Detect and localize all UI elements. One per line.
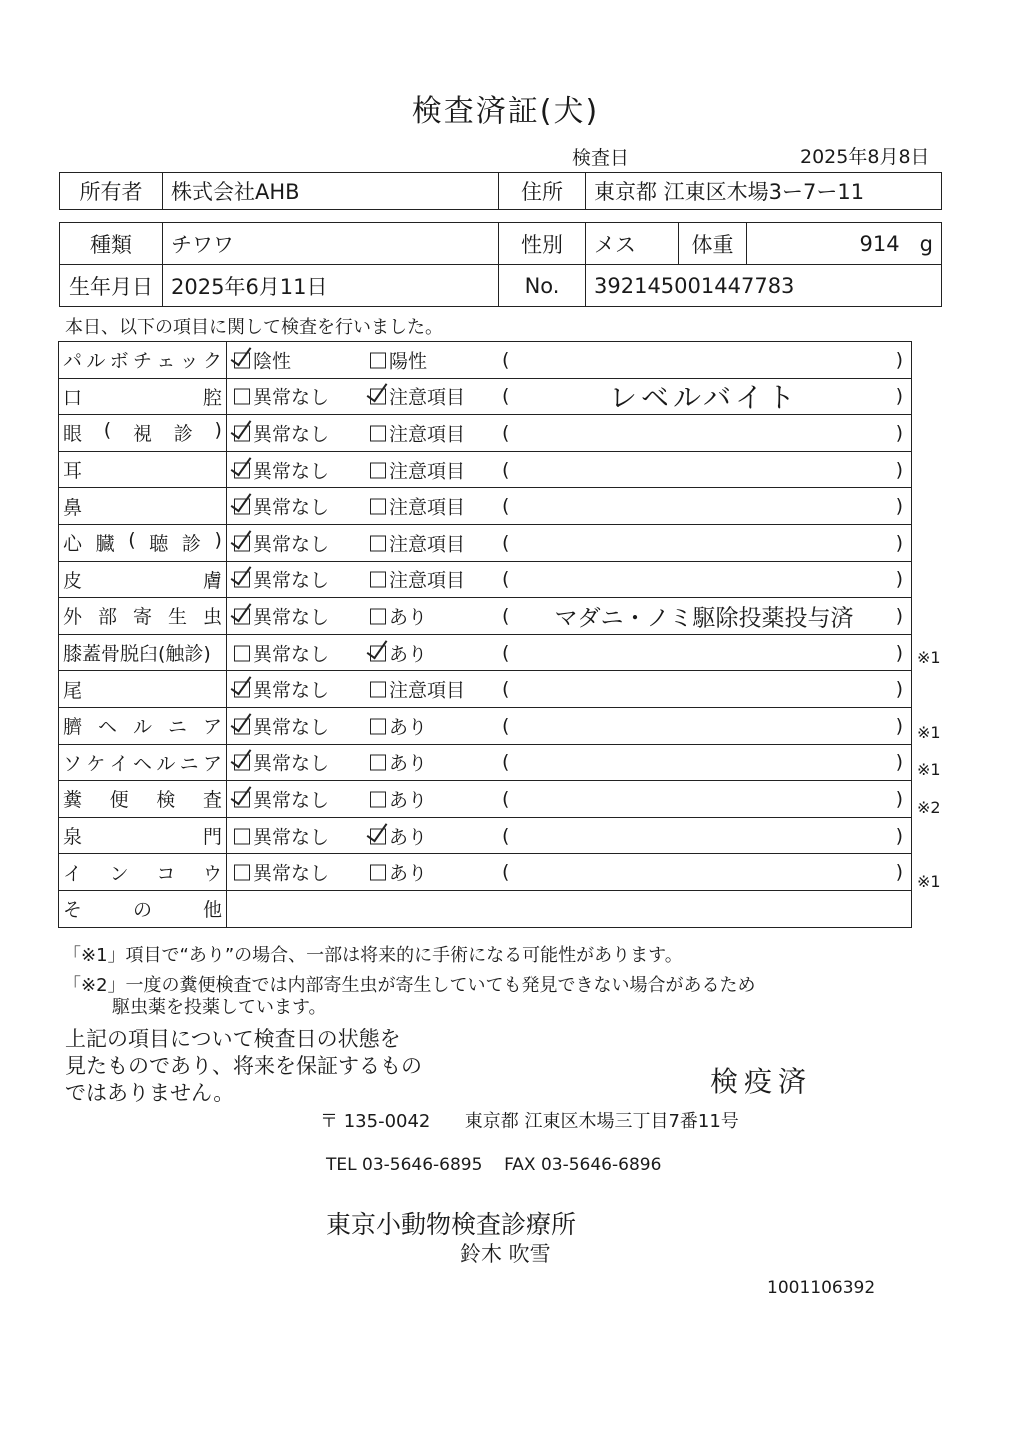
result-option[interactable] <box>370 859 427 886</box>
result-option[interactable] <box>234 383 329 410</box>
doctor-name: 鈴木 吹雪 <box>460 1242 551 1266</box>
inspection-result <box>227 598 912 635</box>
result-option[interactable] <box>370 493 465 520</box>
inspection-result <box>227 561 912 598</box>
serial-number: 1001106392 <box>767 1278 876 1298</box>
weight-unit: g <box>919 231 933 256</box>
result-option[interactable] <box>370 419 465 446</box>
inspection-row <box>59 415 912 452</box>
inspection-item-label: 膝蓋骨脱臼(触診) <box>63 643 211 666</box>
inspection-result <box>227 524 912 561</box>
paren-left: ( <box>502 531 510 554</box>
checked-checkbox-icon[interactable] <box>234 499 250 515</box>
result-option-label: あり <box>389 752 428 775</box>
paren-left: ( <box>502 641 510 664</box>
no-label: No. <box>499 265 586 307</box>
footnote-2b: 駆虫薬を投薬しています。 <box>112 997 327 1018</box>
inspection-row <box>59 781 912 818</box>
checked-checkbox-icon[interactable] <box>234 572 250 588</box>
clinic-address-line <box>320 1107 739 1133</box>
address-label: 住所 <box>499 173 586 210</box>
inspection-item-label: 眼 ( 視 診 ) <box>63 419 222 446</box>
inspection-row <box>59 342 912 379</box>
checkbox-icon[interactable] <box>370 462 386 478</box>
result-option-label: 異常なし <box>253 496 330 519</box>
checkbox-icon[interactable] <box>234 645 250 661</box>
inspection-item <box>59 634 227 671</box>
result-option-label: 異常なし <box>253 460 330 483</box>
checked-checkbox-icon[interactable] <box>234 425 250 441</box>
inspection-row <box>59 854 912 891</box>
result-option-label: あり <box>389 643 428 666</box>
fax-number: FAX 03-5646-6896 <box>504 1155 662 1175</box>
checked-checkbox-icon[interactable] <box>234 352 250 368</box>
result-option-label: 異常なし <box>253 716 330 739</box>
postal-code: 〒 135-0042 <box>320 1111 431 1132</box>
paren-left: ( <box>502 385 510 408</box>
inspection-item-label: 臍 ヘ ル ニ ア <box>63 716 222 739</box>
inspection-row <box>59 634 912 671</box>
result-option[interactable] <box>370 749 427 776</box>
inspection-table <box>58 341 912 928</box>
inspection-result <box>227 817 912 854</box>
paren-right: ) <box>895 604 903 627</box>
inspection-item <box>59 451 227 488</box>
inspection-result <box>227 707 912 744</box>
paren-left: ( <box>502 824 510 847</box>
inspection-result <box>227 415 912 452</box>
result-option-label: あり <box>389 826 428 849</box>
paren-left: ( <box>502 714 510 737</box>
reference-mark: ※1 <box>917 648 941 668</box>
result-option[interactable] <box>370 639 427 666</box>
checked-checkbox-icon[interactable] <box>234 535 250 551</box>
inspection-item-label: 皮 膚 <box>63 569 222 592</box>
checkbox-icon[interactable] <box>370 682 386 698</box>
page-title: 検査済証(犬) <box>411 94 600 129</box>
result-option[interactable] <box>370 785 427 812</box>
animal-table <box>59 222 942 307</box>
checkbox-icon[interactable] <box>370 572 386 588</box>
inspection-item-label: 泉 門 <box>63 826 222 849</box>
other-label-text: そ の 他 <box>63 899 222 922</box>
inspection-item <box>59 671 227 708</box>
other-value <box>227 890 912 927</box>
result-option-label: 異常なし <box>253 679 330 702</box>
paren-left: ( <box>502 678 510 701</box>
result-option-label: 異常なし <box>253 606 330 629</box>
birth-value: 2025年6月11日 <box>163 265 499 307</box>
inspection-item-label: イ ン コ ウ <box>63 862 222 885</box>
disclaimer-line: 見たものであり、将来を保証するもの <box>65 1054 422 1078</box>
inspection-row <box>59 561 912 598</box>
checkbox-icon[interactable] <box>234 828 250 844</box>
inspection-item <box>59 524 227 561</box>
result-option-label: あり <box>389 789 428 812</box>
reference-mark: ※1 <box>917 760 941 780</box>
result-option[interactable] <box>370 456 465 483</box>
inspection-item-label: 尾 <box>63 679 83 702</box>
paren-right: ) <box>895 861 903 884</box>
sex-label: 性別 <box>499 223 586 265</box>
paren-right: ) <box>895 385 903 408</box>
result-option[interactable] <box>234 493 329 520</box>
result-option[interactable] <box>370 602 427 629</box>
inspection-item <box>59 342 227 379</box>
contact-line <box>326 1155 661 1175</box>
inspection-item <box>59 817 227 854</box>
birth-label: 生年月日 <box>60 265 163 307</box>
inspection-item <box>59 488 227 525</box>
result-option[interactable] <box>370 566 465 593</box>
address-value: 東京都 江東区木場3ー7ー11 <box>586 173 942 210</box>
result-option-label: 異常なし <box>253 423 330 446</box>
checked-checkbox-icon[interactable] <box>234 755 250 771</box>
result-option[interactable] <box>234 749 329 776</box>
inspection-row <box>59 488 912 525</box>
checkbox-icon[interactable] <box>370 608 386 624</box>
inspection-row <box>59 744 912 781</box>
inspection-item-label: 糞 便 検 査 <box>63 789 222 812</box>
inspection-result <box>227 488 912 525</box>
disclaimer-line: ではありません。 <box>65 1081 235 1105</box>
result-option[interactable] <box>234 639 329 666</box>
result-option[interactable] <box>370 346 427 373</box>
checked-checkbox-icon[interactable] <box>370 828 386 844</box>
sex-value: メス <box>586 223 679 265</box>
exam-date: 2025年8月8日 <box>800 146 930 168</box>
checked-checkbox-icon[interactable] <box>234 608 250 624</box>
paren-left: ( <box>502 751 510 774</box>
inspection-result <box>227 451 912 488</box>
result-option-label: 異常なし <box>253 826 330 849</box>
reference-mark: ※1 <box>917 872 941 892</box>
inspection-result <box>227 854 912 891</box>
result-option[interactable] <box>234 822 329 849</box>
paren-left: ( <box>502 495 510 518</box>
weight-cell <box>747 223 942 265</box>
checkbox-icon[interactable] <box>370 535 386 551</box>
result-option-label: 異常なし <box>253 862 330 885</box>
result-option[interactable] <box>370 676 465 703</box>
result-option-label: 注意項目 <box>389 679 466 702</box>
paren-right: ) <box>895 678 903 701</box>
inspection-result <box>227 634 912 671</box>
paren-right: ) <box>895 421 903 444</box>
exam-date-label: 検査日 <box>572 147 630 169</box>
result-option[interactable] <box>234 859 329 886</box>
paren-left: ( <box>502 787 510 810</box>
inspection-item <box>59 378 227 415</box>
inspection-result <box>227 378 912 415</box>
other-label <box>59 890 227 927</box>
inspection-row <box>59 378 912 415</box>
weight-value: 914 <box>859 231 900 256</box>
result-option-label: あり <box>389 716 428 739</box>
footnote-1: 「※1」項目で“あり”の場合、一部は将来的に手術になる可能性があります。 <box>63 945 683 966</box>
result-option-label: 注意項目 <box>389 386 466 409</box>
inspection-item <box>59 598 227 635</box>
breed-value: チワワ <box>163 223 499 265</box>
inspection-item-label: パ ル ボ チ ェ ッ ク <box>63 350 222 373</box>
inspection-result <box>227 744 912 781</box>
paren-right: ) <box>895 824 903 847</box>
inspection-row <box>59 524 912 561</box>
inspection-item <box>59 854 227 891</box>
result-option-label: 異常なし <box>253 386 330 409</box>
checkbox-icon[interactable] <box>234 389 250 405</box>
result-option-label: 異常なし <box>253 643 330 666</box>
owner-value: 株式会社AHB <box>163 173 499 210</box>
clinic-name: 東京小動物検査診療所 <box>326 1210 577 1239</box>
result-option-label: あり <box>389 862 428 885</box>
paren-right: ) <box>895 531 903 554</box>
result-option[interactable] <box>234 529 329 556</box>
result-option[interactable] <box>370 529 465 556</box>
inspection-result <box>227 671 912 708</box>
result-option-label: 異常なし <box>253 569 330 592</box>
checked-checkbox-icon[interactable] <box>234 791 250 807</box>
paren-right: ) <box>895 568 903 591</box>
checkbox-icon[interactable] <box>370 718 386 734</box>
inspection-item <box>59 561 227 598</box>
inspection-result <box>227 781 912 818</box>
no-value: 392145001447783 <box>586 265 942 307</box>
result-option-label: 注意項目 <box>389 460 466 483</box>
checkbox-icon[interactable] <box>370 352 386 368</box>
paren-left: ( <box>502 861 510 884</box>
inspection-item-label: 心 臓 ( 聴 診 ) <box>63 529 222 556</box>
owner-label: 所有者 <box>60 173 163 210</box>
inspection-row <box>59 451 912 488</box>
result-option-label: 陰性 <box>253 350 292 373</box>
inspection-row <box>59 707 912 744</box>
result-option-label: 異常なし <box>253 752 330 775</box>
inspection-item-label: 耳 <box>63 460 83 483</box>
checkbox-icon[interactable] <box>370 865 386 881</box>
inspection-item <box>59 744 227 781</box>
paren-right: ) <box>895 348 903 371</box>
result-note: マダニ・ノミ駆除投薬投与済 <box>554 605 854 632</box>
checked-checkbox-icon[interactable] <box>370 389 386 405</box>
checked-checkbox-icon[interactable] <box>234 682 250 698</box>
result-option[interactable] <box>370 383 465 410</box>
inspection-item <box>59 707 227 744</box>
paren-right: ) <box>895 714 903 737</box>
paren-right: ) <box>895 641 903 664</box>
checkbox-icon[interactable] <box>370 499 386 515</box>
result-option[interactable] <box>234 346 291 373</box>
paren-right: ) <box>895 751 903 774</box>
tel-number: TEL 03-5646-6895 <box>326 1155 483 1175</box>
checkbox-icon[interactable] <box>370 425 386 441</box>
inspection-item <box>59 781 227 818</box>
reference-mark: ※1 <box>917 723 941 742</box>
result-option[interactable] <box>370 822 427 849</box>
paren-right: ) <box>895 495 903 518</box>
inspection-item <box>59 415 227 452</box>
result-option[interactable] <box>370 712 427 739</box>
checkbox-icon[interactable] <box>370 755 386 771</box>
result-option[interactable] <box>234 676 329 703</box>
paren-left: ( <box>502 458 510 481</box>
result-option[interactable] <box>234 785 329 812</box>
result-option[interactable] <box>234 566 329 593</box>
result-option-label: 注意項目 <box>389 423 466 446</box>
checkbox-icon[interactable] <box>234 865 250 881</box>
paren-left: ( <box>502 604 510 627</box>
result-option[interactable] <box>234 456 329 483</box>
inspection-row-other <box>59 890 912 927</box>
result-option-label: 注意項目 <box>389 496 466 519</box>
result-option-label: 注意項目 <box>389 569 466 592</box>
inspection-result <box>227 342 912 379</box>
inspection-item-label: 外 部 寄 生 虫 <box>63 606 222 629</box>
result-option-label: 陽性 <box>389 350 428 373</box>
owner-table <box>59 172 942 210</box>
reference-mark: ※2 <box>917 797 941 817</box>
result-option-label: あり <box>389 606 428 629</box>
result-note: レベルバイト <box>608 381 800 415</box>
checked-checkbox-icon[interactable] <box>370 645 386 661</box>
result-option-label: 異常なし <box>253 533 330 556</box>
result-option[interactable] <box>234 712 329 739</box>
clinic-address: 東京都 江東区木場三丁目7番11号 <box>464 1111 739 1132</box>
inspection-item-label: 口 腔 <box>63 386 222 409</box>
inspection-item-label: ソ ケ イ ヘ ル ニ ア <box>63 752 222 775</box>
paren-left: ( <box>502 568 510 591</box>
result-option-label: 注意項目 <box>389 533 466 556</box>
footnote-2: 「※2」一度の糞便検査では内部寄生虫が寄生していても発見できない場合があるため <box>63 975 756 996</box>
inspection-item-label: 鼻 <box>63 496 83 519</box>
paren-right: ) <box>895 787 903 810</box>
inspection-row <box>59 671 912 708</box>
weight-label: 体重 <box>679 223 747 265</box>
quarantine-stamp: 検疫済 <box>710 1065 813 1098</box>
checkbox-icon[interactable] <box>370 791 386 807</box>
result-option[interactable] <box>234 602 329 629</box>
result-option-label: 異常なし <box>253 789 330 812</box>
paren-right: ) <box>895 458 903 481</box>
intro-text: 本日、以下の項目に関して検査を行いました。 <box>65 317 443 338</box>
breed-label: 種類 <box>60 223 163 265</box>
inspection-row <box>59 817 912 854</box>
inspection-row <box>59 598 912 635</box>
checked-checkbox-icon[interactable] <box>234 462 250 478</box>
checked-checkbox-icon[interactable] <box>234 718 250 734</box>
disclaimer-line: 上記の項目について検査日の状態を <box>65 1027 401 1051</box>
result-option[interactable] <box>234 419 329 446</box>
paren-left: ( <box>502 348 510 371</box>
disclaimer <box>65 1026 422 1107</box>
paren-left: ( <box>502 421 510 444</box>
